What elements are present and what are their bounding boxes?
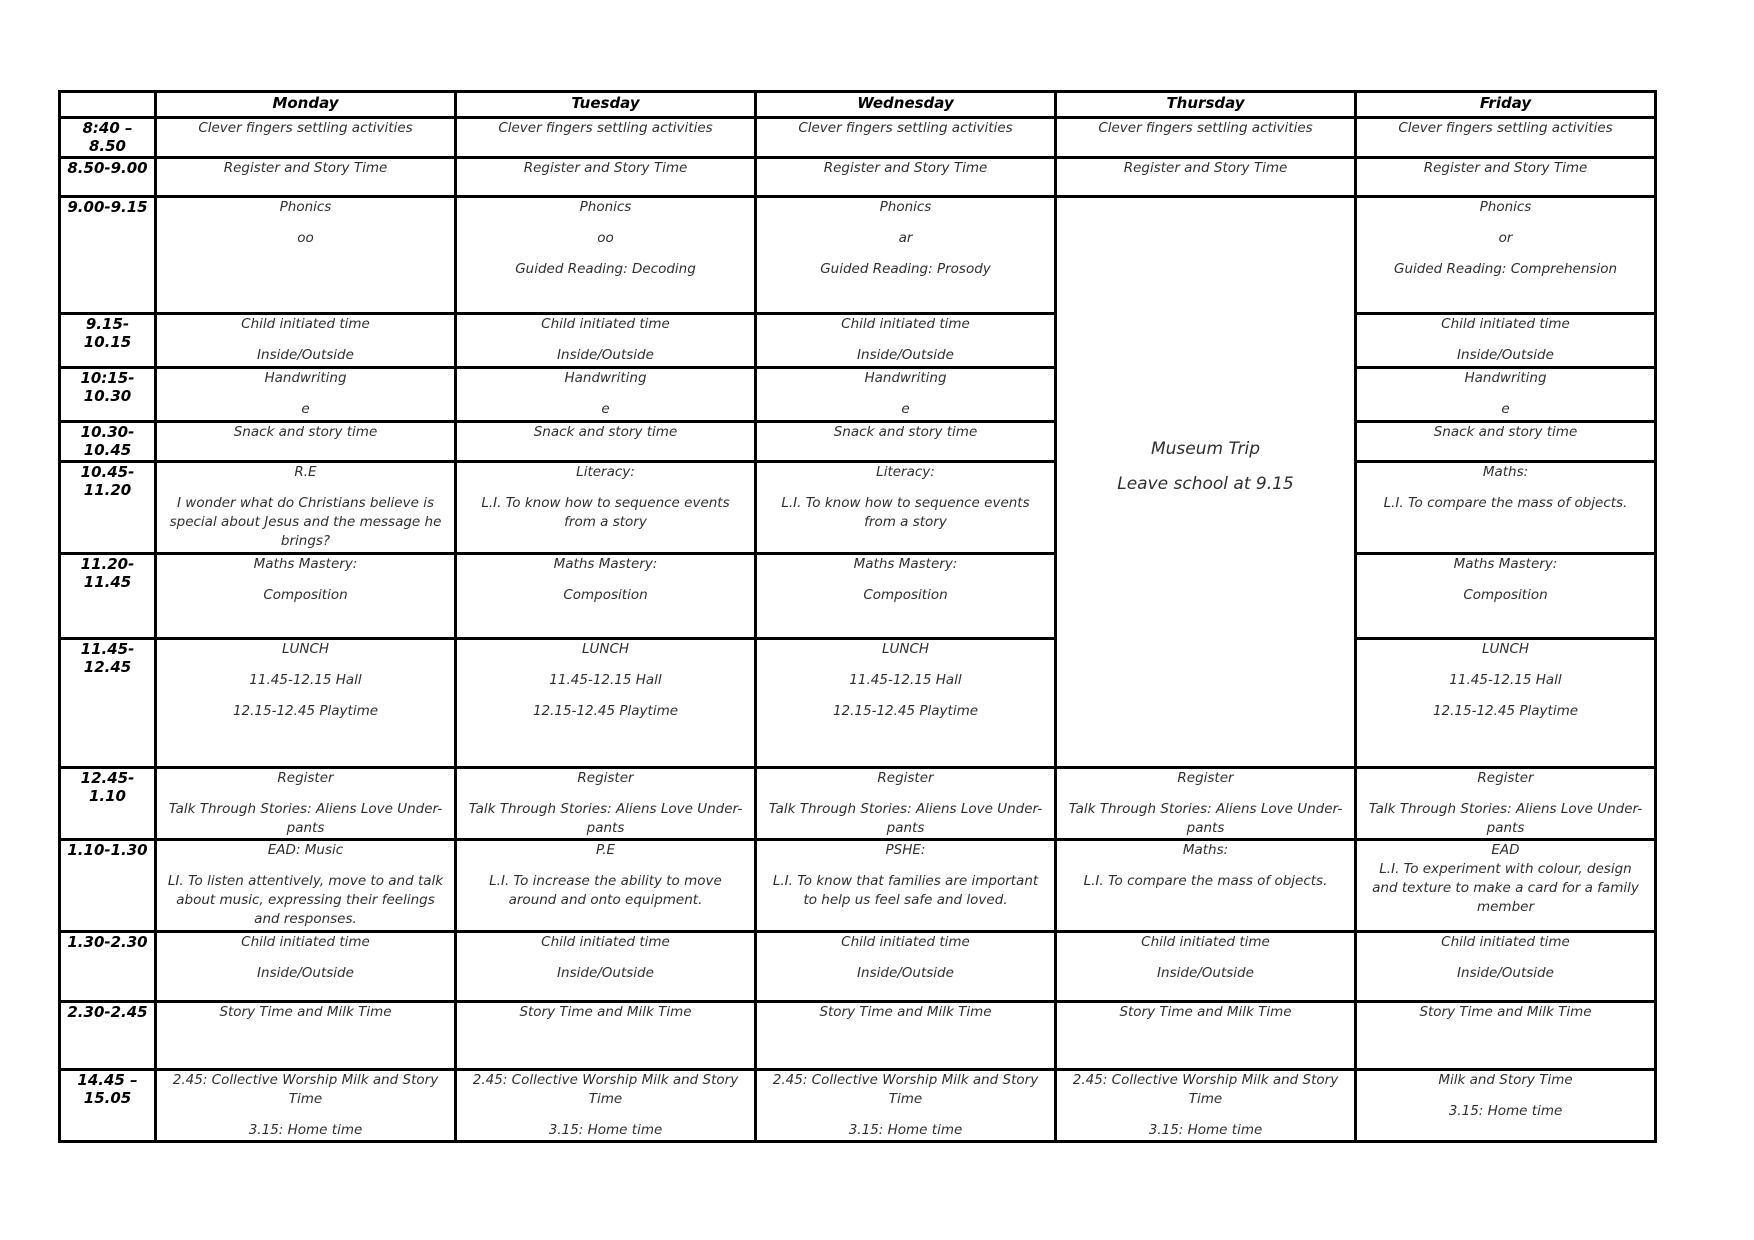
- activity: 2.45: Collective Worship Milk and Story Time: [1072, 1072, 1339, 1107]
- wednesday-lunch: [756, 639, 1056, 768]
- row-1245: [60, 768, 1656, 840]
- day-header-monday: Monday: [156, 92, 456, 118]
- subject: Maths Mastery:: [853, 556, 958, 572]
- activity: Child initiated time: [1141, 934, 1270, 950]
- row-0850: [60, 158, 1656, 197]
- monday-settling: [156, 118, 456, 158]
- friday-snack: [1356, 422, 1656, 462]
- home-time: 3.15: Home time: [848, 1122, 963, 1138]
- tuesday-register: [456, 158, 756, 197]
- activity: 2.45: Collective Worship Milk and Story Time: [172, 1072, 439, 1107]
- activity: 2.45: Collective Worship Milk and Story Time: [772, 1072, 1039, 1107]
- subject: Handwriting: [1464, 370, 1547, 386]
- wednesday-child-initiated: [756, 314, 1056, 368]
- time-cell: 1.10-1.30: [60, 840, 156, 932]
- row-1045: [60, 462, 1656, 554]
- activity: Child initiated time: [541, 316, 670, 332]
- thursday-register: [1056, 158, 1356, 197]
- activity: Clever fingers settling activities: [1398, 120, 1613, 136]
- location: Inside/Outside: [1457, 347, 1554, 363]
- friday-register-pm: [1356, 768, 1656, 840]
- activity: Child initiated time: [241, 316, 370, 332]
- wednesday-handwriting: [756, 368, 1056, 422]
- hall-time: 11.45-12.15 Hall: [849, 672, 962, 688]
- day-header-wednesday: Wednesday: [756, 92, 1056, 118]
- sound: or: [1498, 230, 1513, 246]
- activity: Snack and story time: [533, 424, 678, 440]
- playtime: 12.15-12.45 Playtime: [1432, 703, 1579, 719]
- wednesday-phonics: [756, 197, 1056, 314]
- header-row: [60, 92, 1656, 118]
- wednesday-worship: [756, 1070, 1056, 1142]
- subject: Handwriting: [564, 370, 647, 386]
- row-0900: [60, 197, 1656, 314]
- row-0915: [60, 314, 1656, 368]
- row-1430: [60, 1002, 1656, 1070]
- subject: Maths Mastery:: [253, 556, 358, 572]
- time-cell: 10.45-11.20: [60, 462, 156, 554]
- monday-register-pm: [156, 768, 456, 840]
- subject: Phonics: [579, 199, 632, 215]
- subject: Handwriting: [864, 370, 947, 386]
- subject: Maths:: [1482, 464, 1529, 480]
- letter: e: [901, 401, 910, 417]
- guided-reading: Guided Reading: Comprehension: [1393, 261, 1618, 277]
- wednesday-pshe: [756, 840, 1056, 932]
- activity: Child initiated time: [241, 934, 370, 950]
- row-1145: [60, 639, 1656, 768]
- friday-phonics: [1356, 197, 1656, 314]
- row-1310: [60, 840, 1656, 932]
- monday-re: [156, 462, 456, 554]
- subject: Phonics: [1479, 199, 1532, 215]
- activity: Register: [1477, 770, 1534, 786]
- friday-maths-mastery: [1356, 554, 1656, 639]
- tuesday-settling: [456, 118, 756, 158]
- hall-time: 11.45-12.15 Hall: [549, 672, 662, 688]
- subject: P.E: [595, 842, 616, 858]
- time-cell: 9.00-9.15: [60, 197, 156, 314]
- wednesday-settling: [756, 118, 1056, 158]
- wednesday-literacy: [756, 462, 1056, 554]
- home-time: 3.15: Home time: [548, 1122, 663, 1138]
- activity: Story Time and Milk Time: [1419, 1004, 1592, 1020]
- wednesday-register: [756, 158, 1056, 197]
- row-0840: [60, 118, 1656, 158]
- guided-reading: Guided Reading: Decoding: [515, 261, 696, 277]
- friday-maths: [1356, 462, 1656, 554]
- activity: Register: [277, 770, 334, 786]
- tuesday-literacy: [456, 462, 756, 554]
- monday-phonics: [156, 197, 456, 314]
- friday-child-initiated: [1356, 314, 1656, 368]
- location: Inside/Outside: [1157, 965, 1254, 981]
- row-1120: [60, 554, 1656, 639]
- time-cell: 10:15-10.30: [60, 368, 156, 422]
- location: Inside/Outside: [557, 347, 654, 363]
- subject: PSHE:: [885, 842, 926, 858]
- activity: Register: [577, 770, 634, 786]
- subject: Literacy:: [876, 464, 935, 480]
- story: Talk Through Stories: Aliens Love Under-pants: [1068, 801, 1343, 836]
- playtime: 12.15-12.45 Playtime: [232, 703, 379, 719]
- thursday-register-pm: [1056, 768, 1356, 840]
- thursday-child-initiated-pm: [1056, 932, 1356, 1002]
- row-1330: [60, 932, 1656, 1002]
- home-time: 3.15: Home time: [1148, 1122, 1263, 1138]
- objective: LI. To listen attentively, move to and talk about music, expressing their feelings and responses.: [167, 873, 444, 927]
- row-1015: [60, 368, 1656, 422]
- subject: Phonics: [279, 199, 332, 215]
- objective: L.I. To experiment with colour, design and texture to make a card for a family member: [1372, 861, 1639, 915]
- tuesday-snack: [456, 422, 756, 462]
- home-time: 3.15: Home time: [248, 1122, 363, 1138]
- row-1030: [60, 422, 1656, 462]
- thursday-museum-trip: [1056, 197, 1356, 768]
- monday-worship: [156, 1070, 456, 1142]
- hall-time: 11.45-12.15 Hall: [1449, 672, 1562, 688]
- subject: Handwriting: [264, 370, 347, 386]
- topic: Composition: [863, 587, 948, 603]
- playtime: 12.15-12.45 Playtime: [832, 703, 979, 719]
- time-cell: 11.20-11.45: [60, 554, 156, 639]
- thursday-settling: [1056, 118, 1356, 158]
- monday-music: [156, 840, 456, 932]
- objective: L.I. To compare the mass of objects.: [1083, 873, 1328, 889]
- objective: L.I. To know how to sequence events from a story: [481, 495, 730, 530]
- tuesday-lunch: [456, 639, 756, 768]
- subject: R.E: [294, 464, 317, 480]
- activity: Register: [1177, 770, 1234, 786]
- activity: Clever fingers settling activities: [198, 120, 413, 136]
- activity: Register and Story Time: [223, 160, 388, 176]
- tuesday-worship: [456, 1070, 756, 1142]
- wednesday-maths-mastery: [756, 554, 1056, 639]
- corner-cell: [60, 92, 156, 118]
- objective: I wonder what do Christians believe is special about Jesus and the message he brings?: [169, 495, 442, 549]
- activity: LUNCH: [581, 641, 630, 657]
- location: Inside/Outside: [557, 965, 654, 981]
- location: Inside/Outside: [257, 965, 354, 981]
- objective: L.I. To know how to sequence events from a story: [781, 495, 1030, 530]
- friday-ead: [1356, 840, 1656, 932]
- tuesday-child-initiated-pm: [456, 932, 756, 1002]
- thursday-worship: [1056, 1070, 1356, 1142]
- home-time: 3.15: Home time: [1448, 1103, 1563, 1119]
- time-cell: 11.45-12.45: [60, 639, 156, 768]
- tuesday-pe: [456, 840, 756, 932]
- topic: Composition: [263, 587, 348, 603]
- activity: Clever fingers settling activities: [798, 120, 1013, 136]
- story: Talk Through Stories: Aliens Love Under-pants: [768, 801, 1043, 836]
- activity: Clever fingers settling activities: [498, 120, 713, 136]
- activity: LUNCH: [281, 641, 330, 657]
- friday-milk-story: [1356, 1070, 1656, 1142]
- location: Inside/Outside: [257, 347, 354, 363]
- topic: Composition: [1463, 587, 1548, 603]
- activity: LUNCH: [1481, 641, 1530, 657]
- activity: Snack and story time: [233, 424, 378, 440]
- friday-register: [1356, 158, 1656, 197]
- time-cell: 14.45 – 15.05: [60, 1070, 156, 1142]
- trip-title: Museum Trip: [1150, 439, 1261, 459]
- wednesday-register-pm: [756, 768, 1056, 840]
- subject: EAD: Music: [267, 842, 344, 858]
- day-header-friday: Friday: [1356, 92, 1656, 118]
- monday-story-milk: [156, 1002, 456, 1070]
- weekly-timetable: [58, 90, 1657, 1143]
- time-cell: 9.15-10.15: [60, 314, 156, 368]
- activity: LUNCH: [881, 641, 930, 657]
- activity: Child initiated time: [841, 934, 970, 950]
- activity: Story Time and Milk Time: [519, 1004, 692, 1020]
- objective: L.I. To increase the ability to move around and onto equipment.: [489, 873, 722, 908]
- activity: Story Time and Milk Time: [219, 1004, 392, 1020]
- activity: Register and Story Time: [1123, 160, 1288, 176]
- activity: Child initiated time: [1441, 934, 1570, 950]
- location: Inside/Outside: [857, 965, 954, 981]
- subject: Phonics: [879, 199, 932, 215]
- activity: Snack and story time: [1433, 424, 1578, 440]
- activity: Register and Story Time: [523, 160, 688, 176]
- story: Talk Through Stories: Aliens Love Under-pants: [1368, 801, 1643, 836]
- hall-time: 11.45-12.15 Hall: [249, 672, 362, 688]
- time-cell: 8.50-9.00: [60, 158, 156, 197]
- subject: Maths:: [1182, 842, 1229, 858]
- tuesday-register-pm: [456, 768, 756, 840]
- story: Talk Through Stories: Aliens Love Under-pants: [168, 801, 443, 836]
- thursday-story-milk: [1056, 1002, 1356, 1070]
- friday-handwriting: [1356, 368, 1656, 422]
- objective: L.I. To know that families are important to help us feel safe and loved.: [772, 873, 1039, 908]
- activity: Child initiated time: [541, 934, 670, 950]
- sound: oo: [597, 230, 614, 246]
- friday-settling: [1356, 118, 1656, 158]
- day-header-tuesday: Tuesday: [456, 92, 756, 118]
- tuesday-handwriting: [456, 368, 756, 422]
- letter: e: [601, 401, 610, 417]
- row-1445: [60, 1070, 1656, 1142]
- monday-lunch: [156, 639, 456, 768]
- letter: e: [1501, 401, 1510, 417]
- monday-child-initiated-pm: [156, 932, 456, 1002]
- time-cell: 8:40 – 8.50: [60, 118, 156, 158]
- subject: Maths Mastery:: [1453, 556, 1558, 572]
- thursday-maths: [1056, 840, 1356, 932]
- time-cell: 2.30-2.45: [60, 1002, 156, 1070]
- thursday-lunch: [1356, 639, 1656, 768]
- activity: Child initiated time: [1441, 316, 1570, 332]
- activity: Register and Story Time: [1423, 160, 1588, 176]
- activity: Milk and Story Time: [1438, 1072, 1573, 1088]
- subject: Literacy:: [576, 464, 635, 480]
- activity: Child initiated time: [841, 316, 970, 332]
- wednesday-child-initiated-pm: [756, 932, 1056, 1002]
- monday-handwriting: [156, 368, 456, 422]
- subject: EAD: [1491, 842, 1520, 858]
- tuesday-maths-mastery: [456, 554, 756, 639]
- tuesday-child-initiated: [456, 314, 756, 368]
- monday-maths-mastery: [156, 554, 456, 639]
- monday-child-initiated: [156, 314, 456, 368]
- wednesday-story-milk: [756, 1002, 1056, 1070]
- sound: ar: [898, 230, 913, 246]
- monday-register: [156, 158, 456, 197]
- activity: Story Time and Milk Time: [1119, 1004, 1292, 1020]
- time-cell: 12.45-1.10: [60, 768, 156, 840]
- subject: Maths Mastery:: [553, 556, 658, 572]
- guided-reading: Guided Reading: Prosody: [820, 261, 991, 277]
- location: Inside/Outside: [857, 347, 954, 363]
- tuesday-phonics: [456, 197, 756, 314]
- activity: Clever fingers settling activities: [1098, 120, 1313, 136]
- activity: 2.45: Collective Worship Milk and Story Time: [472, 1072, 739, 1107]
- letter: e: [301, 401, 310, 417]
- day-header-thursday: Thursday: [1056, 92, 1356, 118]
- tuesday-story-milk: [456, 1002, 756, 1070]
- time-cell: 10.30-10.45: [60, 422, 156, 462]
- story: Talk Through Stories: Aliens Love Under-pants: [468, 801, 743, 836]
- friday-child-initiated-pm: [1356, 932, 1656, 1002]
- friday-story-milk: [1356, 1002, 1656, 1070]
- time-cell: 1.30-2.30: [60, 932, 156, 1002]
- wednesday-snack: [756, 422, 1056, 462]
- activity: Snack and story time: [833, 424, 978, 440]
- sound: oo: [297, 230, 314, 246]
- trip-detail: Leave school at 9.15: [1117, 474, 1294, 494]
- activity: Register: [877, 770, 934, 786]
- objective: L.I. To compare the mass of objects.: [1383, 495, 1628, 511]
- monday-snack: [156, 422, 456, 462]
- location: Inside/Outside: [1457, 965, 1554, 981]
- activity: Story Time and Milk Time: [819, 1004, 992, 1020]
- activity: Register and Story Time: [823, 160, 988, 176]
- playtime: 12.15-12.45 Playtime: [532, 703, 679, 719]
- topic: Composition: [563, 587, 648, 603]
